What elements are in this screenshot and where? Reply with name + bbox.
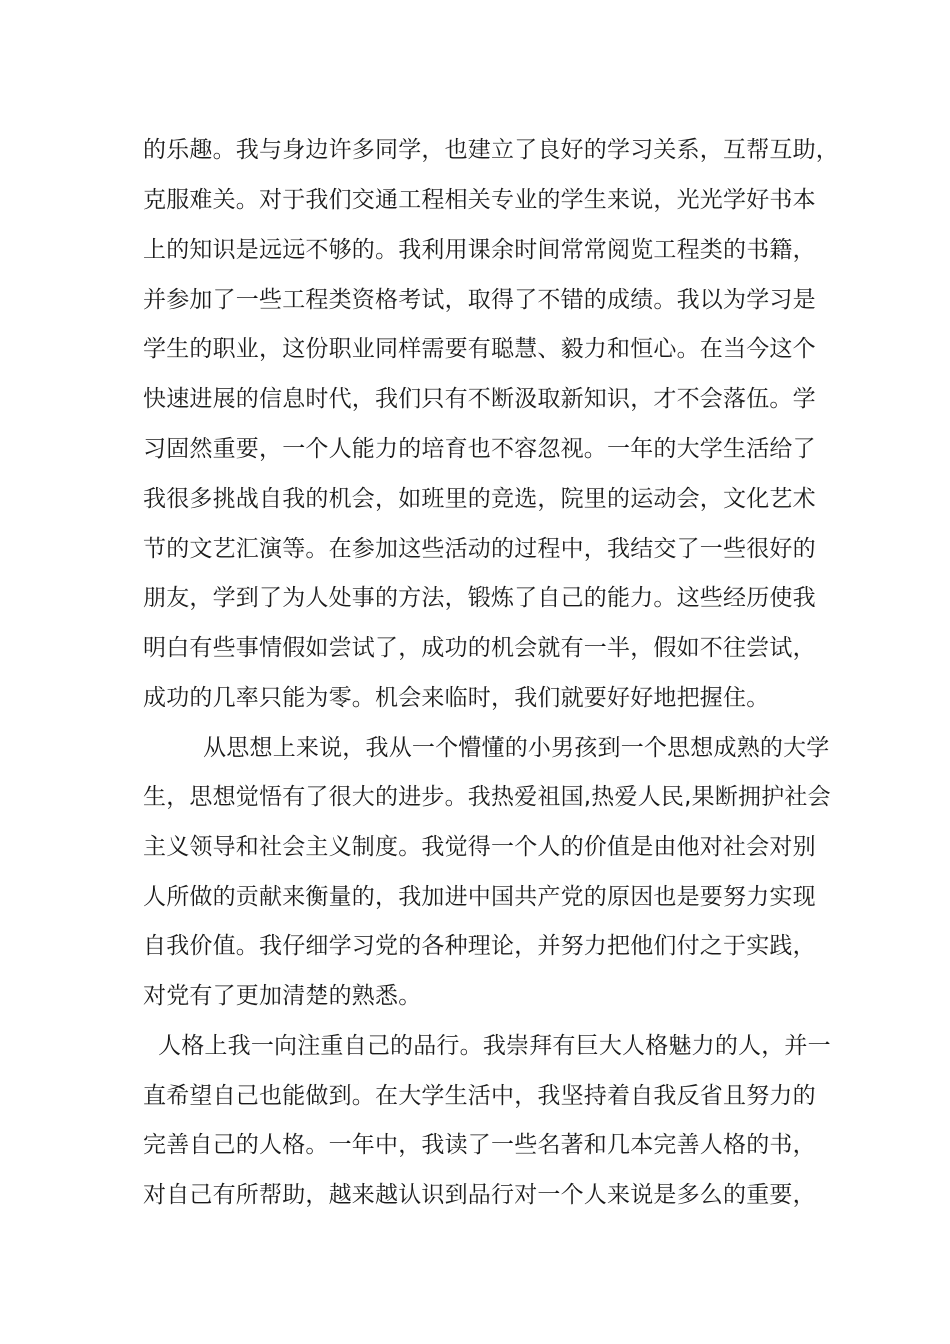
text-line: 人格上我一向注重自己的品行。我崇拜有巨大人格魅力的人，并一 xyxy=(143,1033,831,1059)
text-line: 明白有些事情假如尝试了，成功的机会就有一半，假如不往尝试， xyxy=(143,635,816,661)
text-line: 的乐趣。我与身边许多同学，也建立了良好的学习关系，互帮互助， xyxy=(143,137,839,163)
text-line: 快速进展的信息时代，我们只有不断汲取新知识，才不会落伍。学 xyxy=(143,386,816,412)
text-line: 克服难关。对于我们交通工程相关专业的学生来说，光光学好书本 xyxy=(143,187,816,213)
text-line: 朋友，学到了为人处事的方法，锻炼了自己的能力。这些经历使我 xyxy=(143,585,816,611)
text-line: 直希望自己也能做到。在大学生活中，我坚持着自我反省且努力的 xyxy=(143,1083,816,1109)
text-line: 从思想上来说，我从一个懵懂的小男孩到一个思想成熟的大学 xyxy=(143,735,830,761)
text-line: 对自己有所帮助，越来越认识到品行对一个人来说是多么的重要， xyxy=(143,1182,816,1208)
text-line: 我很多挑战自我的机会，如班里的竞选，院里的运动会，文化艺术 xyxy=(143,486,816,512)
text-line: 主义领导和社会主义制度。我觉得一个人的价值是由他对社会对别 xyxy=(143,834,816,860)
text-line: 成功的几率只能为零。机会来临时，我们就要好好地把握住。 xyxy=(143,685,770,711)
text-line: 生，思想觉悟有了很大的进步。我热爱祖国,热爱人民,果断拥护社会 xyxy=(143,784,831,810)
text-line: 完善自己的人格。一年中，我读了一些名著和几本完善人格的书， xyxy=(143,1132,816,1158)
text-line: 并参加了一些工程类资格考试，取得了不错的成绩。我以为学习是 xyxy=(143,287,816,313)
text-line: 上的知识是远远不够的。我利用课余时间常常阅览工程类的书籍， xyxy=(143,237,816,263)
text-line: 自我价值。我仔细学习党的各种理论，并努力把他们付之于实践， xyxy=(143,933,816,959)
text-line: 学生的职业，这份职业同样需要有聪慧、毅力和恒心。在当今这个 xyxy=(143,336,816,362)
text-line: 节的文艺汇演等。在参加这些活动的过程中，我结交了一些很好的 xyxy=(143,536,816,562)
text-line: 人所做的贡献来衡量的，我加进中国共产党的原因也是要努力实现 xyxy=(143,884,816,910)
text-line: 对党有了更加清楚的熟悉。 xyxy=(143,983,422,1009)
text-line: 习固然重要，一个人能力的培育也不容忽视。一年的大学生活给了 xyxy=(143,436,816,462)
